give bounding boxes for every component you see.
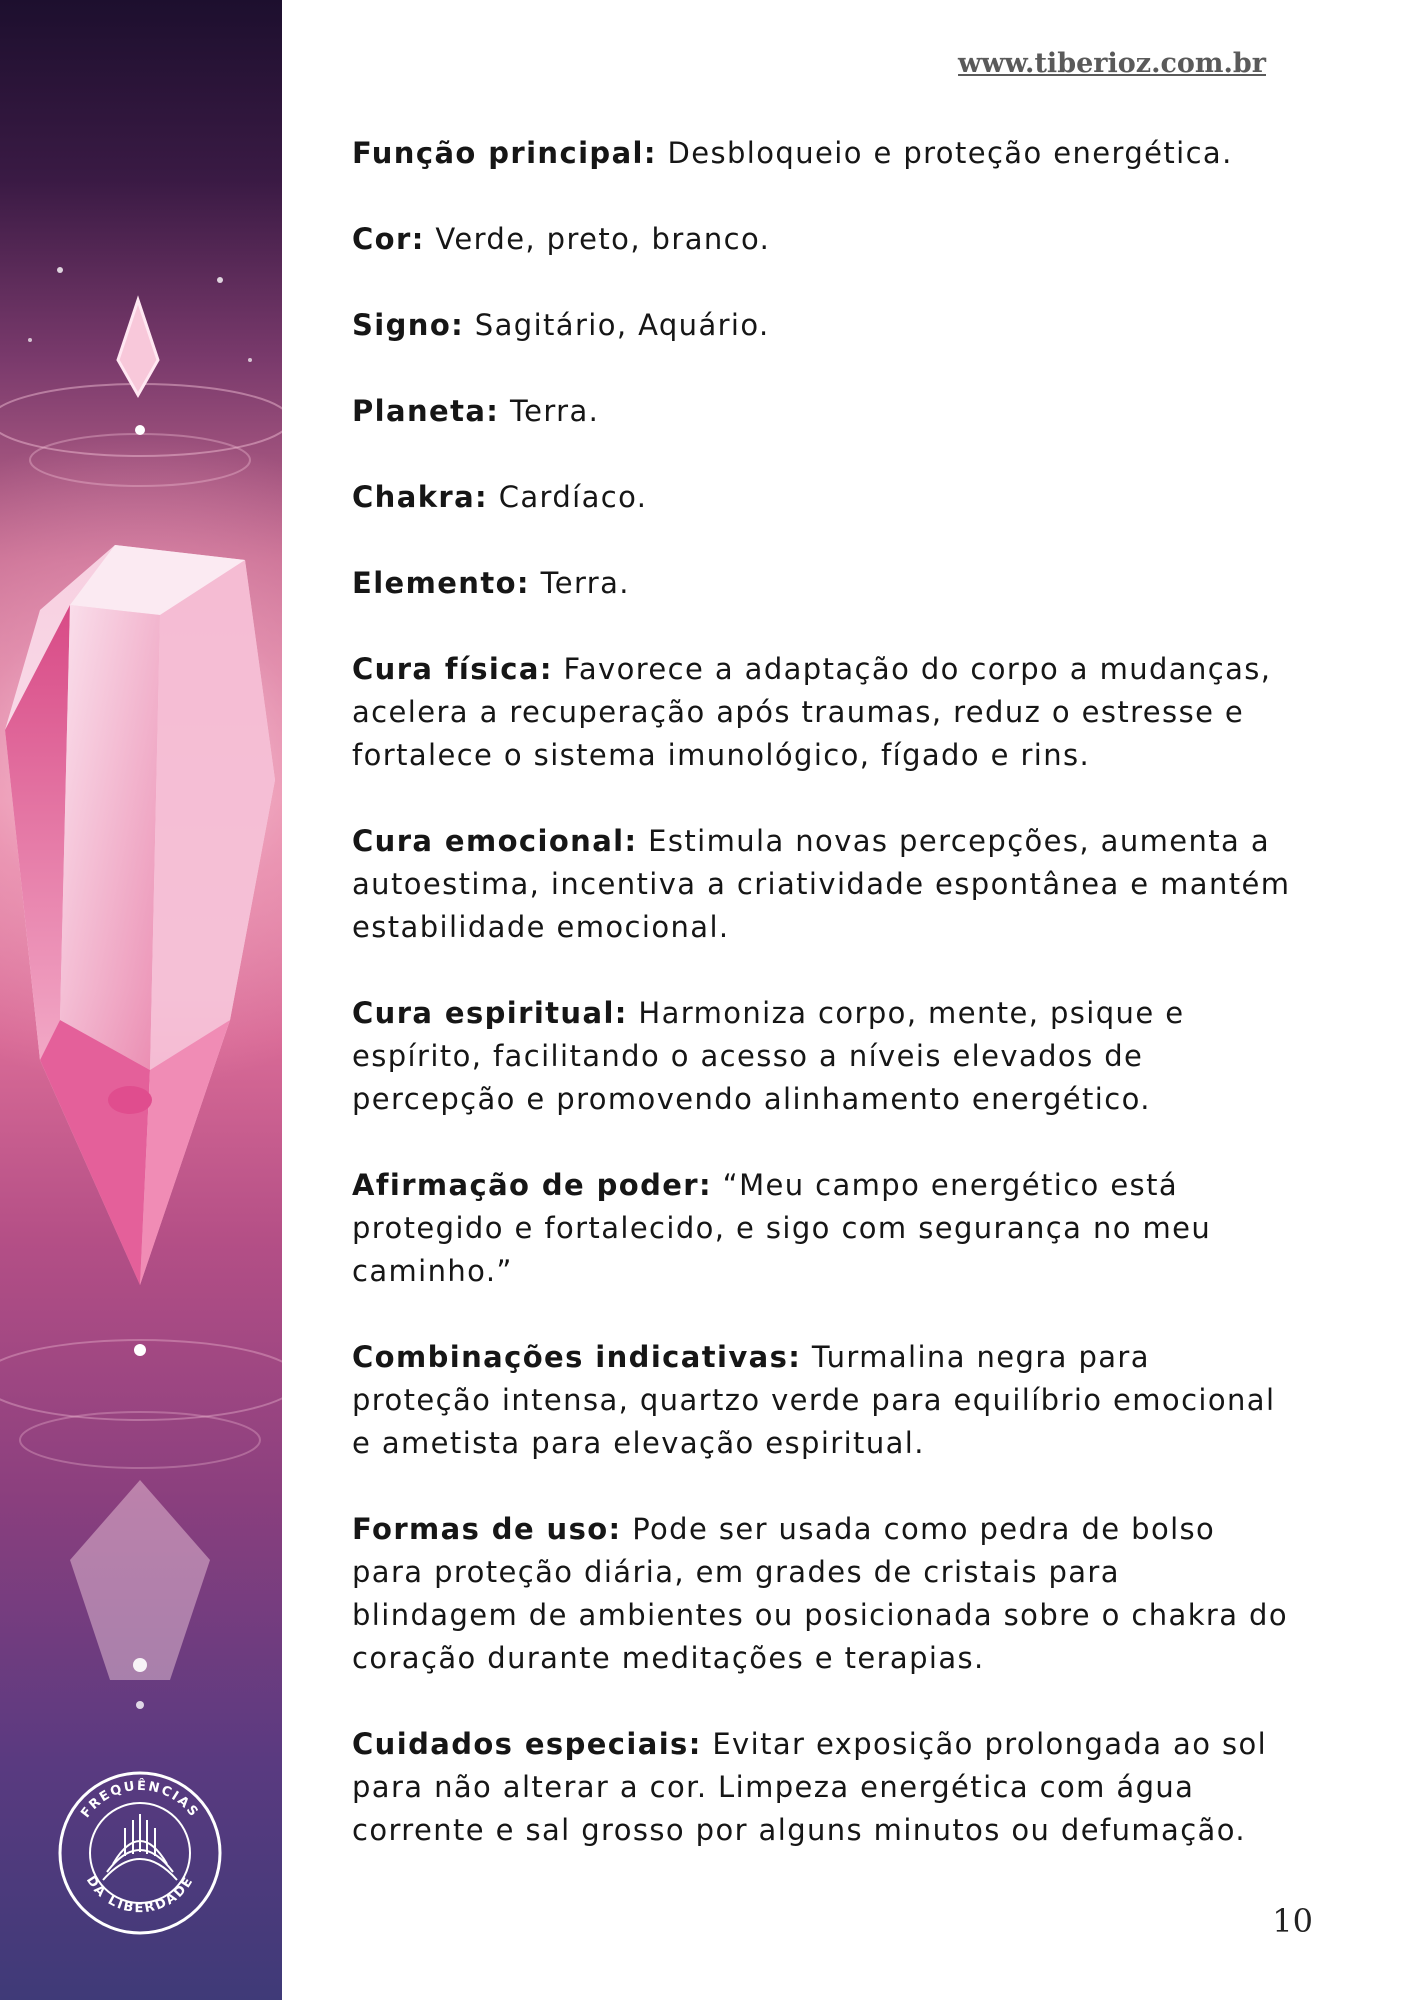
section-text: Cardíaco.	[498, 480, 648, 514]
website-url[interactable]: www.tiberioz.com.br	[958, 48, 1266, 79]
section-label: Cuidados especiais:	[352, 1727, 702, 1761]
section-cura-emocional	[352, 820, 1292, 949]
section-text: Evitar exposição prolongada ao sol para não alterar a cor. Limpeza energética com água corrente e sal grosso por alguns minutos ou defumação.	[352, 1727, 1268, 1847]
section-text: Desbloqueio e proteção energética.	[667, 136, 1233, 170]
section-signo	[352, 304, 1292, 347]
section-afirmacao-de-poder	[352, 1164, 1292, 1293]
section-label: Afirmação de poder:	[352, 1168, 713, 1202]
svg-text:DA LIBERDADE: DA LIBERDADE	[82, 1873, 198, 1917]
section-label: Combinações indicativas:	[352, 1340, 802, 1374]
section-cura-espiritual	[352, 992, 1292, 1121]
section-text: “Meu campo energético está protegido e fortalecido, e sigo com segurança no meu caminho.”	[352, 1168, 1212, 1288]
crystal-properties	[352, 132, 1292, 1895]
section-label: Planeta:	[352, 394, 500, 428]
section-text: Pode ser usada como pedra de bolso para proteção diária, em grades de cristais para blindagem de ambientes ou posicionada sobre o chakra do coração durante meditações e terapias.	[352, 1512, 1288, 1675]
section-formas-de-uso	[352, 1508, 1292, 1680]
section-label: Cura espiritual:	[352, 996, 628, 1030]
section-funcao-principal	[352, 132, 1292, 175]
frequencias-da-liberdade-logo	[55, 1768, 225, 1938]
section-text: Terra.	[540, 566, 630, 600]
section-cor	[352, 218, 1292, 261]
section-text: Turmalina negra para proteção intensa, quartzo verde para equilíbrio emocional e ametista para elevação espiritual.	[352, 1340, 1276, 1460]
section-planeta	[352, 390, 1292, 433]
section-chakra	[352, 476, 1292, 519]
page-number: 10	[1272, 1902, 1313, 1940]
section-label: Cura emocional:	[352, 824, 638, 858]
section-label: Formas de uso:	[352, 1512, 622, 1546]
section-text: Estimula novas percepções, aumenta a autoestima, incentiva a criatividade espontânea e mantém estabilidade emocional.	[352, 824, 1291, 944]
section-label: Cura física:	[352, 652, 553, 686]
section-label: Cor:	[352, 222, 425, 256]
svg-text:FREQUÊNCIAS: FREQUÊNCIAS	[78, 1778, 202, 1821]
section-text: Verde, preto, branco.	[435, 222, 771, 256]
section-cura-fisica	[352, 648, 1292, 777]
section-text: Harmoniza corpo, mente, psique e espírito, facilitando o acesso a níveis elevados de percepção e promovendo alinhamento energético.	[352, 996, 1185, 1116]
pink-crystal-illustration	[0, 0, 282, 2000]
section-label: Função principal:	[352, 136, 657, 170]
section-cuidados-especiais	[352, 1723, 1292, 1852]
section-label: Signo:	[352, 308, 465, 342]
sidebar-decoration	[0, 0, 282, 2000]
section-text: Terra.	[509, 394, 600, 428]
section-combinacoes-indicativas	[352, 1336, 1292, 1465]
section-label: Elemento:	[352, 566, 530, 600]
section-label: Chakra:	[352, 480, 489, 514]
section-elemento	[352, 562, 1292, 605]
section-text: Sagitário, Aquário.	[474, 308, 770, 342]
section-text: Favorece a adaptação do corpo a mudanças, acelera a recuperação após traumas, reduz o estresse e fortalece o sistema imunológico, fígado e rins.	[352, 652, 1272, 772]
